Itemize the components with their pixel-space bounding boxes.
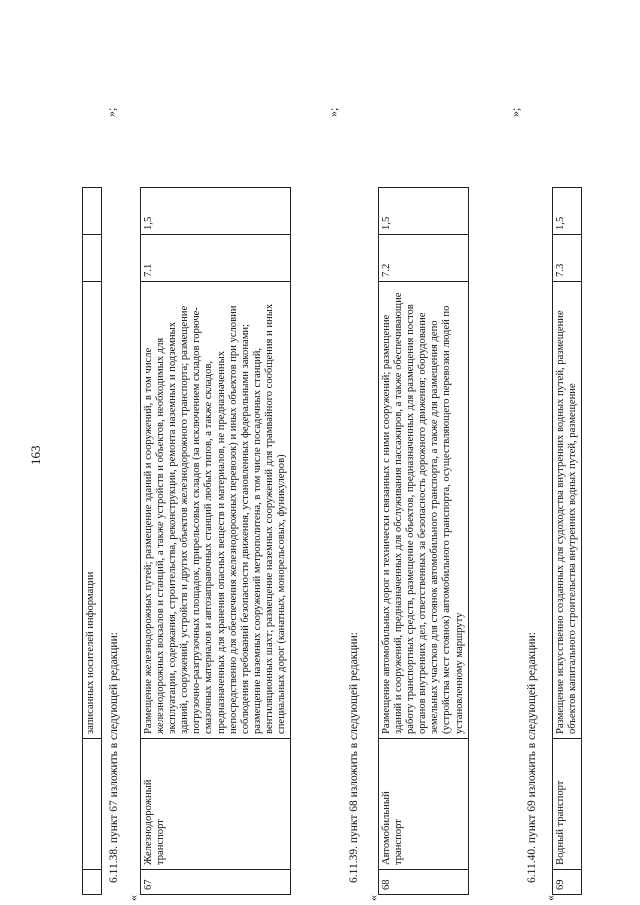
row-description: Размещение железнодорожных путей; размещение зданий и сооружений, в том числе железнодорожных вокзалов и станций, а также устройств и объектов, необходимых для эксплуатации, содержания, строительства, реконструкции, ремонта наземных и подземных зданий, сооружений, устройств и других объектов железнодорожного транспорта; размещение погрузочно-разгрузочных площадок, прирельсовых складов (за исключением складов горюче-смазочных материалов и автозаправочных станций любых типов, а также складов, предназначенных для хранения опасных веществ и материалов, не предназначенных непосредственно для обеспечения железнодорожных перевозок) и иных объектов при условии соблюдения требований безопасности движения, установленных федеральными законами; размещение наземных сооружений метрополитена, в том числе посадочных станций, вентиляционных шахт; размещение наземных сооружений для трамвайного сообщения и иных специальных дорог (канатных, монорельсовых, фуникулеров) — [141, 282, 291, 739]
row-code: 7.1 — [141, 235, 291, 282]
row-number: 67 — [141, 870, 291, 895]
table-row-67 — [140, 187, 291, 895]
continuation-table — [82, 187, 102, 895]
closing-quote-67: »; — [326, 107, 340, 117]
continuation-desc: записанных носителей информации — [83, 282, 102, 739]
page-number: 163 — [28, 445, 43, 465]
row-name: Водный транспорт — [553, 739, 582, 870]
open-quote-67: « — [126, 895, 140, 901]
table-row-68 — [378, 187, 469, 895]
open-quote-69: « — [543, 895, 557, 901]
section-heading-69: 6.11.40. пункт 69 изложить в следующей редакции: — [526, 632, 538, 883]
row-name: Автомобильный транспорт — [379, 739, 469, 870]
row-code: 7.2 — [379, 235, 469, 282]
row-code: 7.3 — [553, 235, 582, 282]
row-number: 68 — [379, 870, 469, 895]
section-heading-68: 6.11.39. пункт 68 изложить в следующей редакции: — [348, 632, 360, 883]
row-value: 1,5 — [141, 188, 291, 235]
row-description: Размещение искусственно созданных для судоходства внутренних водных путей, размещение объектов капитального строительства внутренних водных путей, размещение — [553, 282, 582, 739]
row-number: 69 — [553, 870, 582, 895]
closing-quote-top: »; — [104, 107, 118, 117]
row-value: 1,5 — [379, 188, 469, 235]
open-quote-68: « — [366, 895, 380, 901]
closing-quote-68: »; — [508, 107, 522, 117]
row-description: Размещение автомобильных дорог и технически связанных с ними сооружений; размещение зданий и сооружений, предназначенных для обслуживания пассажиров, а также обеспечивающие работу транспортных средств, размещение объектов, предназначенных для размещения постов органов внутренних дел, ответственных за безопасность дорожного движения; оборудование земельных участков для стоянок автомобильного транспорта, а также для размещения депо (устройства мест стоянок) автомобильного транспорта, осуществляющего перевозки людей по установленному маршруту — [379, 282, 469, 739]
row-value: 1,5 — [553, 188, 582, 235]
row-name: Железнодорожный транспорт — [141, 739, 291, 870]
table-row-69 — [552, 187, 582, 895]
section-heading-67: 6.11.38. пункт 67 изложить в следующей редакции: — [108, 632, 120, 883]
